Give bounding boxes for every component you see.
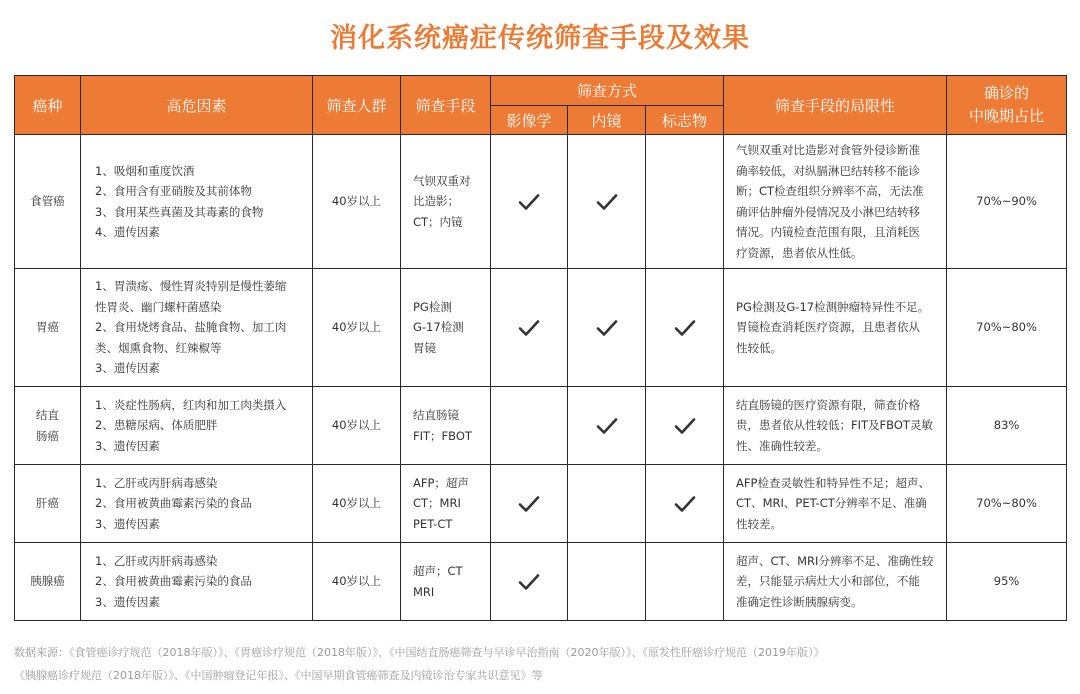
cancer-cell-line: 食管癌 (30, 194, 65, 209)
limitation-cell-line: 气钡双重对比造影对食管外侵诊断准 (736, 143, 921, 157)
limitation-cell (724, 465, 947, 543)
method-cell (401, 465, 491, 543)
ratio-cell: 83% (947, 387, 1067, 465)
limitation-cell-line: 超声、CT、MRI分辨率不足、准确性较 (736, 553, 934, 568)
risk-factors-cell (81, 269, 313, 387)
check-icon (518, 495, 540, 513)
population-cell: 40岁以上 (313, 465, 401, 543)
header-endoscopy: 内镜 (568, 106, 646, 135)
limitation-cell-line: 性较差。 (736, 516, 783, 531)
imaging-cell (491, 465, 568, 543)
imaging-cell (491, 135, 568, 269)
endoscopy-cell (568, 269, 646, 387)
risk-factors-cell (81, 543, 313, 621)
source-note (14, 641, 1066, 687)
limitation-cell-line: PG检测及G-17检测肿瘤特异性不足。 (736, 299, 930, 314)
limitation-cell-line: 确率较低，对纵膈淋巴结转移不能诊 (736, 163, 921, 178)
risk-factors-cell-line: 2、食用含有亚硝胺及其前体物 (95, 184, 252, 198)
header-ratio (947, 76, 1067, 135)
table-row (15, 543, 1067, 621)
risk-factors-cell (81, 465, 313, 543)
method-cell-line: FIT；FBOT (413, 428, 472, 443)
limitation-cell-line: CT、MRI、PET-CT分辨率不足、准确 (736, 496, 927, 511)
risk-factors-cell-line: 3、遗传因素 (95, 438, 160, 453)
table-row (15, 387, 1067, 465)
risk-factors-cell-line: 2、患糖尿病、体质肥胖 (95, 418, 218, 433)
limitation-cell-line: 断；CT检查组织分辨率不高，无法准 (736, 184, 924, 198)
limitation-cell-line: 差，只能显示病灶大小和部位，不能 (736, 574, 921, 589)
check-icon (596, 193, 618, 211)
risk-factors-cell (81, 135, 313, 269)
source-line-2: 《胰腺癌诊疗规范（2018年版）》、《中国肿瘤登记年报》、《中国早期食管癌筛查及内镜诊治专家共识意见》等 (14, 669, 543, 682)
ratio-cell: 70%~90% (947, 135, 1067, 269)
check-icon (518, 573, 540, 591)
risk-factors-cell-line: 3、遗传因素 (95, 594, 160, 609)
risk-factors-cell-line: 1、胃溃疡、慢性胃炎特别是慢性萎缩 (95, 279, 287, 294)
cancer-cell (15, 269, 81, 387)
risk-factors-cell (81, 387, 313, 465)
limitation-cell (724, 543, 947, 621)
method-cell-line: CT；内镜 (413, 214, 463, 229)
cancer-cell-line: 肠癌 (36, 428, 59, 443)
risk-factors-cell-line: 3、遗传因素 (95, 361, 160, 376)
limitation-cell-line: 性、准确性较差。 (736, 438, 829, 453)
risk-factors-cell-line: 2、食用被黄曲霉素污染的食品 (95, 574, 252, 589)
table-row (15, 465, 1067, 543)
risk-factors-cell-line: 类、烟熏食物、红辣椒等 (95, 340, 222, 355)
limitation-cell-line: 性较低。 (736, 340, 783, 355)
header-population: 筛查人群 (313, 76, 401, 135)
limitation-cell-line: 确评估肿瘤外侵情况及小淋巴结转移 (736, 204, 921, 219)
imaging-cell (491, 387, 568, 465)
method-cell-line: CT；MRI (413, 496, 461, 511)
method-cell-line: 比造影； (413, 194, 459, 209)
header-approach: 筛查方式 (491, 76, 724, 106)
ratio-cell: 70%~80% (947, 269, 1067, 387)
risk-factors-cell-line: 2、食用被黄曲霉素污染的食品 (95, 496, 252, 511)
imaging-cell (491, 543, 568, 621)
ratio-cell: 70%~80% (947, 465, 1067, 543)
limitation-cell (724, 269, 947, 387)
cancer-cell (15, 387, 81, 465)
population-cell: 40岁以上 (313, 135, 401, 269)
limitation-cell-line: AFP检查灵敏性和特异性不足；超声、 (736, 475, 930, 490)
method-cell-line: MRI (413, 584, 435, 599)
cancer-cell (15, 543, 81, 621)
header-imaging: 影像学 (491, 106, 568, 135)
check-icon (674, 319, 696, 337)
limitation-cell-line: 贵，患者依从性较低；FIT及FBOT灵敏 (736, 418, 933, 433)
limitation-cell (724, 135, 947, 269)
method-cell-line: PG检测 (413, 299, 452, 314)
marker-cell (646, 387, 724, 465)
population-cell: 40岁以上 (313, 269, 401, 387)
risk-factors-cell-line: 1、乙肝或丙肝病毒感染 (95, 553, 218, 568)
endoscopy-cell (568, 387, 646, 465)
header-ratio-line1: 确诊的 (984, 84, 1030, 102)
limitation-cell-line: 疗资源，患者依从性低。 (736, 245, 863, 260)
check-icon (674, 417, 696, 435)
method-cell (401, 387, 491, 465)
risk-factors-cell-line: 1、吸烟和重度饮酒 (95, 163, 195, 178)
endoscopy-cell (568, 135, 646, 269)
check-icon (674, 495, 696, 513)
risk-factors-cell-line: 3、遗传因素 (95, 516, 160, 531)
endoscopy-cell (568, 465, 646, 543)
risk-factors-cell-line: 1、炎症性肠病，红肉和加工肉类摄入 (95, 397, 287, 412)
marker-cell (646, 465, 724, 543)
risk-factors-cell-line: 2、食用烧烤食品、盐腌食物、加工肉 (95, 320, 287, 335)
risk-factors-cell-line: 1、乙肝或丙肝病毒感染 (95, 475, 218, 490)
header-risk-factors: 高危因素 (81, 76, 313, 135)
cancer-cell-line: 胃癌 (36, 320, 59, 335)
method-cell (401, 135, 491, 269)
risk-factors-cell-line: 3、食用某些真菌及其毒素的食物 (95, 204, 264, 219)
table-body (15, 135, 1067, 621)
imaging-cell (491, 269, 568, 387)
limitation-cell (724, 387, 947, 465)
cancer-cell (15, 465, 81, 543)
header-ratio-line2: 中晚期占比 (969, 107, 1045, 125)
ratio-cell: 95% (947, 543, 1067, 621)
cancer-cell-line: 肝癌 (36, 496, 59, 511)
screening-table (14, 75, 1067, 621)
risk-factors-cell-line: 4、遗传因素 (95, 225, 160, 239)
check-icon (518, 193, 540, 211)
header-limitation: 筛查手段的局限性 (724, 76, 947, 135)
population-cell: 40岁以上 (313, 543, 401, 621)
cancer-cell-line: 胰腺癌 (30, 574, 65, 589)
check-icon (596, 319, 618, 337)
cancer-cell (15, 135, 81, 269)
cancer-cell-line: 结直 (36, 408, 59, 422)
limitation-cell-line: 结直肠镜的医疗资源有限，筛查价格 (736, 397, 921, 412)
population-cell: 40岁以上 (313, 387, 401, 465)
table-row (15, 269, 1067, 387)
method-cell (401, 269, 491, 387)
header-method: 筛查手段 (401, 76, 491, 135)
method-cell-line: 超声；CT (413, 564, 463, 578)
method-cell-line: 气钡双重对 (413, 173, 471, 188)
limitation-cell-line: 胃镜检查消耗医疗资源，且患者依从 (736, 320, 921, 335)
method-cell-line: 结直肠镜 (413, 408, 459, 422)
header-marker: 标志物 (646, 106, 724, 135)
limitation-cell-line: 情况。内镜检查范围有限，且消耗医 (736, 225, 921, 239)
table-row (15, 135, 1067, 269)
marker-cell (646, 269, 724, 387)
limitation-cell-line: 准确定性诊断胰腺病变。 (736, 594, 863, 609)
marker-cell (646, 543, 724, 621)
page-title: 消化系统癌症传统筛查手段及效果 (330, 23, 750, 54)
method-cell (401, 543, 491, 621)
method-cell-line: 胃镜 (413, 340, 436, 355)
risk-factors-cell-line: 性胃炎、幽门螺杆菌感染 (95, 299, 222, 314)
marker-cell (646, 135, 724, 269)
source-line-1: 数据来源：《食管癌诊疗规范（2018年版）》、《胃癌诊疗规范（2018年版）》、《中国结直肠癌筛查与早诊早治指南（2020年版）》、《原发性肝癌诊疗规范（2019年版）》 (14, 646, 825, 659)
header-cancer: 癌种 (15, 76, 81, 135)
method-cell-line: AFP；超声 (413, 475, 469, 490)
check-icon (596, 417, 618, 435)
check-icon (518, 319, 540, 337)
endoscopy-cell (568, 543, 646, 621)
method-cell-line: PET-CT (413, 516, 453, 531)
method-cell-line: G-17检测 (413, 320, 464, 335)
